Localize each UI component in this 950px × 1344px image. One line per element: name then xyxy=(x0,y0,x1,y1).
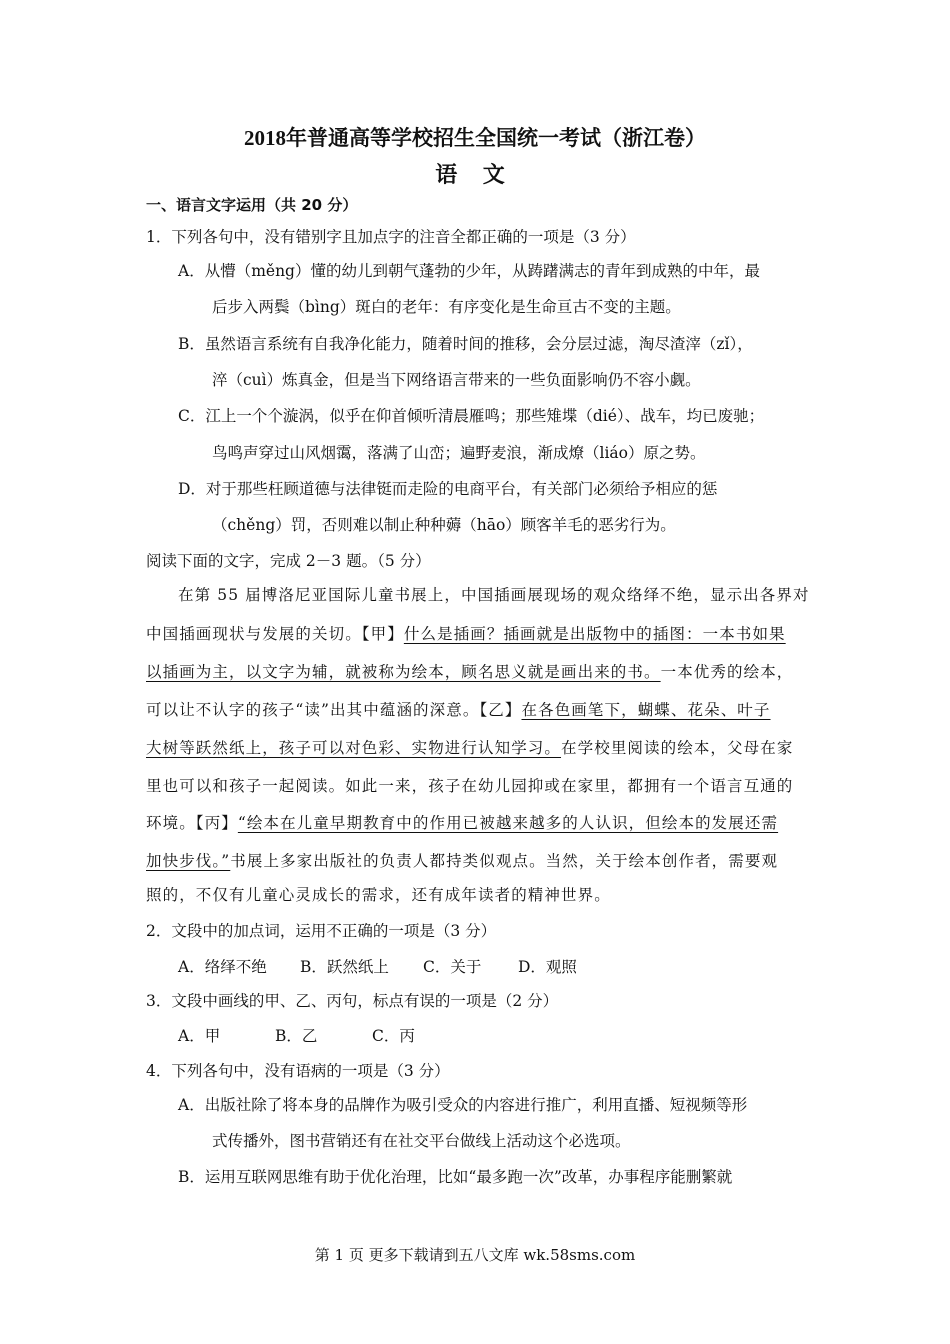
q1-stem: 1．下列各句中，没有错别字且加点字的注音全都正确的一项是（3 分） xyxy=(146,228,636,246)
q2-option-c: C．关于 xyxy=(423,958,482,976)
sentence-jia-cont: 以插画为主，以文字为辅，就被称为绘本，顾名思义就是画出来的书。 xyxy=(146,663,661,681)
q1-option-a-line2: 后步入两鬓（bìng）斑白的老年：有序变化是生命亘古不变的主题。 xyxy=(212,298,681,316)
sentence-yi: 在各色画笔下，蝴蝶、花朵、叶子 xyxy=(521,701,771,719)
q2-option-a: A．络绎不绝 xyxy=(178,958,267,976)
passage-line xyxy=(146,623,786,645)
page-footer: 第 1 页 更多下载请到五八文库 wk.58sms.com xyxy=(314,1246,636,1264)
q3-option-b: B．乙 xyxy=(275,1027,318,1045)
q2-option-b: B．跃然纸上 xyxy=(300,958,389,976)
passage-text: 可以让不认字的孩子“读”出其中蕴涵的深意。【乙】 xyxy=(146,701,522,719)
passage-text: 在学校里阅读的绘本，父母在家 xyxy=(561,739,794,757)
q3-option-c: C．丙 xyxy=(372,1027,415,1045)
q4-option-b-line1: B．运用互联网思维有助于优化治理，比如“最多跑一次”改革，办事程序能删繁就 xyxy=(178,1168,733,1186)
q4-option-a-line1: A．出版社除了将本身的品牌作为吸引受众的内容进行推广，利用直播、短视频等形 xyxy=(178,1096,748,1114)
q1-option-b-line1: B．虽然语言系统有自我净化能力，随着时间的推移，会分层过滤，淘尽渣滓（zǐ）， xyxy=(178,335,753,353)
q2-option-d: D．观照 xyxy=(518,958,577,976)
passage-line xyxy=(146,812,778,834)
subject-title: 语 文 xyxy=(435,162,515,187)
passage-text: 中国插画现状与发展的关切。【甲】 xyxy=(146,625,404,643)
sentence-bing: “绘本在儿童早期教育中的作用已被越来越多的人认识，但绘本的发展还需 xyxy=(237,814,779,832)
sentence-bing-cont: 加快步伐。” xyxy=(146,852,231,870)
sentence-jia: 什么是插画？插画就是出版物中的插图：一本书如果 xyxy=(403,625,786,643)
sentence-yi-cont: 大树等跃然纸上，孩子可以对色彩、实物进行认知学习。 xyxy=(146,739,562,757)
passage-line xyxy=(146,737,793,759)
exam-title: 2018年普通高等学校招生全国统一考试（浙江卷） xyxy=(244,126,706,150)
q1-option-c-line1: C．江上一个个漩涡，似乎在仰首倾听清晨雁鸣；那些雉堞（dié）、战车，均已废驰； xyxy=(178,407,765,425)
q1-option-a-line1: A．从懵（měng）懂的幼儿到朝气蓬勃的少年，从踌躇满志的青年到成熟的中年，最 xyxy=(178,262,760,280)
q4-option-a-line2: 式传播外，图书营销还有在社交平台做线上活动这个必选项。 xyxy=(212,1132,631,1150)
q3-option-a: A．甲 xyxy=(178,1027,221,1045)
passage-line: 在第 55 届博洛尼亚国际儿童书展上，中国插画展现场的观众络绎不绝，显示出各界对 xyxy=(178,586,810,604)
q1-option-d-line1: D．对于那些枉顾道德与法律铤而走险的电商平台，有关部门必须给予相应的惩 xyxy=(178,480,718,498)
passage-line xyxy=(146,661,793,683)
section-heading: 一、语言文字运用（共 20 分） xyxy=(146,196,358,214)
q4-stem: 4．下列各句中，没有语病的一项是（3 分） xyxy=(146,1062,450,1080)
passage-line: 里也可以和孩子一起阅读。如此一来，孩子在幼儿园抑或在家里，都拥有一个语言互通的 xyxy=(146,777,794,795)
q2-stem: 2．文段中的加点词，运用不正确的一项是（3 分） xyxy=(146,922,497,940)
passage-line: 照的，不仅有儿童心灵成长的需求，还有成年读者的精神世界。 xyxy=(146,886,611,904)
passage-text: 一本优秀的绘本， xyxy=(660,663,794,681)
passage-line xyxy=(146,699,771,721)
passage-text: 环境。【丙】 xyxy=(146,814,238,832)
q1-option-d-line2: （chěng）罚，否则难以制止种种薅（hāo）顾客羊毛的恶劣行为。 xyxy=(212,516,676,534)
passage-line xyxy=(146,850,778,872)
passage-text: 书展上多家出版社的负责人都持类似观点。当然，关于绘本创作者，需要观 xyxy=(230,852,779,870)
reading-intro: 阅读下面的文字，完成 2－3 题。（5 分） xyxy=(146,552,431,570)
q3-stem: 3．文段中画线的甲、乙、丙句，标点有误的一项是（2 分） xyxy=(146,992,559,1010)
q1-option-c-line2: 鸟鸣声穿过山风烟霭，落满了山峦；遍野麦浪，渐成燎（liáo）原之势。 xyxy=(212,444,706,462)
q1-option-b-line2: 淬（cuì）炼真金，但是当下网络语言带来的一些负面影响仍不容小觑。 xyxy=(212,371,701,389)
